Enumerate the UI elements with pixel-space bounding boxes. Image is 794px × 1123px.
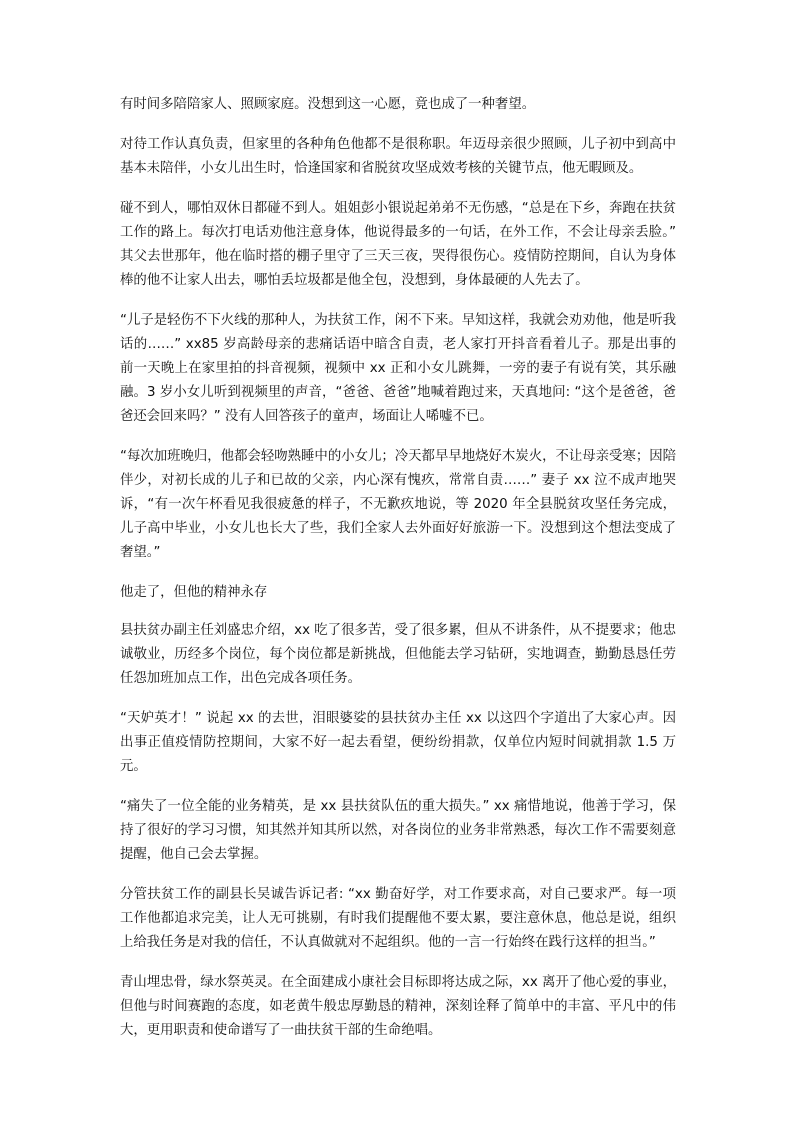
paragraph-8: “痛失了一位全能的业务精英，是 xx 县扶贫队伍的重大损失。” xx 痛惜地说，他善于学习，保持了很好的学习习惯，知其然并知其所以然，对各岗位的业务非常熟悉，每次工作不需要刻意提醒，他自己会去掌握。: [120, 799, 676, 862]
paragraph-2: 对待工作认真负责，但家里的各种角色他都不是很称职。年迈母亲很少照顾，儿子初中到高中基本未陪伴，小女儿出生时，恰逢国家和省脱贫攻坚成效考核的关键节点，他无暇顾及。: [120, 137, 676, 176]
paragraph-10: 青山埋忠骨，绿水祭英灵。在全面建成小康社会目标即将达成之际，xx 离开了他心爱的事业，但他与时间赛跑的态度，如老黄牛般忠厚勤恳的精神，深刻诠释了简单中的丰富、平凡中的伟大，更用职责和使命谱写了一曲扶贫干部的生命绝唱。: [120, 975, 676, 1038]
document-body: [120, 93, 676, 1059]
section-heading: 他走了，但他的精神永存: [120, 585, 268, 600]
paragraph-1: 有时间多陪陪家人、照顾家庭。没想到这一心愿，竟也成了一种奢望。: [120, 97, 536, 112]
paragraph-7: “天妒英才！” 说起 xx 的去世，泪眼婆娑的县扶贫办主任 xx 以这四个字道出了大家心声。因出事正值疫情防控期间，大家不好一起去看望，便纷纷捐款，仅单位内短时间就捐款 1.5 万元。: [120, 711, 676, 774]
paragraph-5: “每次加班晚归，他都会轻吻熟睡中的小女儿；冷天都早早地烧好木炭火，不让母亲受寒；因陪伴少，对初长成的儿子和已故的父亲，内心深有愧疚，常常自责……” 妻子 xx 泣不成声地哭诉，“有一次午杯看见我很疲惫的样子，不无歉疚地说，等 2020 年全县脱贫攻坚任务完成，儿子高中毕业，小女儿也长大了些，我们全家人去外面好好旅游一下。没想到这个想法变成了奢望。”: [120, 449, 676, 560]
paragraph-6: 县扶贫办副主任刘盛忠介绍，xx 吃了很多苦，受了很多累，但从不讲条件，从不提要求；他忠诚敬业，历经多个岗位，每个岗位都是新挑战，但他能去学习钻研，实地调查，勤勤恳恳任劳任怨加班加点工作，出色完成各项任务。: [120, 623, 676, 686]
paragraph-3: 碰不到人，哪怕双休日都碰不到人。姐姐彭小银说起弟弟不无伤感，“总是在下乡，奔跑在扶贫工作的路上。每次打电话劝他注意身体，他说得最多的一句话，在外工作，不会让母亲丢脸。” 其父去世那年，他在临时搭的棚子里守了三天三夜，哭得很伤心。疫情防控期间，自认为身体棒的他不让家人出去，哪怕丢垃圾都是他全包，没想到，身体最硬的人先去了。: [120, 201, 676, 288]
paragraph-4: “儿子是轻伤不下火线的那种人，为扶贫工作，闲不下来。早知这样，我就会劝劝他，他是听我话的……” xx85 岁高龄母亲的悲痛话语中暗含自责，老人家打开抖音看着儿子。那是出事的前一天晚上在家里拍的抖音视频，视频中 xx 正和小女儿跳舞，一旁的妻子有说有笑，其乐融融。3 岁小女儿听到视频里的声音，“爸爸、爸爸”地喊着跑过来，天真地问: “这个是爸爸，爸爸还会回来吗？” 没有人回答孩子的童声，场面让人唏嘘不已。: [120, 313, 676, 424]
paragraph-9: 分管扶贫工作的副县长吴诚告诉记者: “xx 勤奋好学，对工作要求高，对自己要求严。每一项工作他都追求完美，让人无可挑剔，有时我们提醒他不要太累，要注意休息，他总是说，组织上给我任务是对我的信任，不认真做就对不起组织。他的一言一行始终在践行这样的担当。”: [120, 887, 676, 950]
